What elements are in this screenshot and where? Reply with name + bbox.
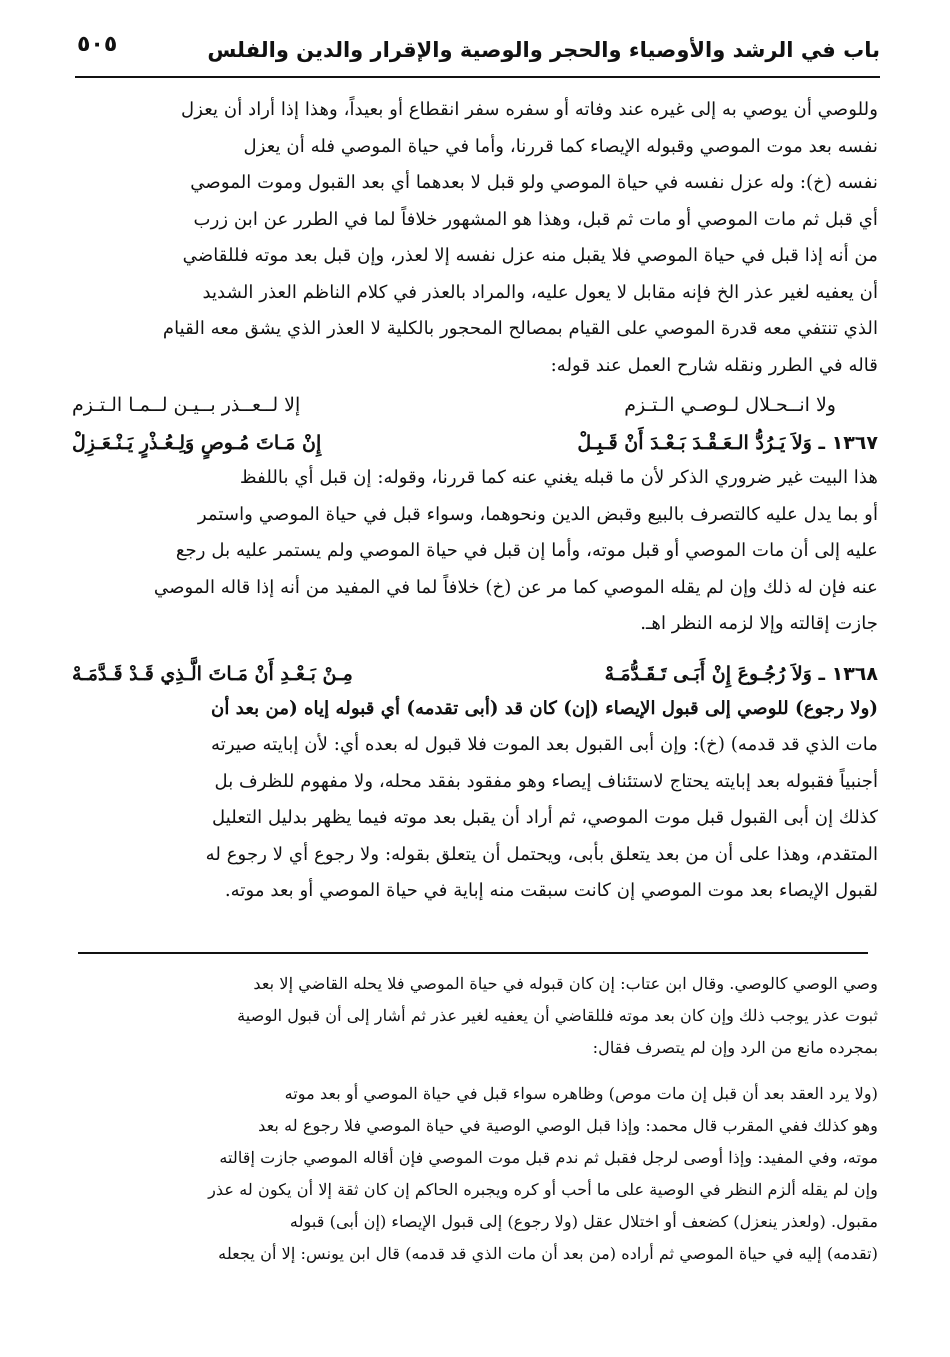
text-line: الذي تنتفي معه قدرة الموصي على القيام بمصالح المحجور بالكلية لا العذر الذي يشق معه القيام	[162, 318, 878, 339]
text-line: عنه فإن له ذلك وإن لم يقله الموصي كما مر عن (خ) خلافاً لما في المفيد من أنه إذا قاله الموصي	[153, 576, 878, 598]
footnote-line: بمجرده مانع من الرد وإن لم يتصرف فقال:	[592, 1038, 878, 1057]
page-header	[75, 28, 880, 78]
text-line: جازت إقالته وإلا لزمه النظر اهـ.	[640, 613, 878, 634]
footnote-line: موته، وفي المفيد: وإذا أوصى لرجل فقبل ثم ندم قبل موت الموصي فإن أقاله الموصي جازت إقالته	[219, 1148, 878, 1167]
text-line: وللوصي أن يوصي به إلى غيره عند وفاته أو سفره سفر انقطاع أو بعيداً، وهذا إذا أراد أن يعزل	[181, 99, 878, 120]
text-line: مات الذي قد قدمه) (خ): وإن أبى القبول بعد الموت فلا قبول له بعده أي: لأن إبايته صيرته	[211, 734, 878, 755]
quoted-verse	[72, 388, 878, 422]
footnote-line: مقبول. (ولعذر ينعزل) كضعف أو اختلال عقل (ولا رجوع) إلى قبول الإيصاء (إن أبى) قبوله	[289, 1212, 878, 1231]
footnote-line: وهو كذلك ففي المقرب قال محمد: وإذا قبل الوصي الوصية في حياة الموصي فلا رجوع له بعد	[258, 1116, 878, 1135]
footnote-line: وصي الوصي كالوصي. وقال ابن عتاب: إن كان قبوله في حياة الموصي فلا يحله القاضي إلا بعد	[253, 974, 878, 993]
footnote-line: وإن لم يقله ألزم النظر في الوصية على ما أحب أو كره ويجبره الحاكم إن كان ثقة إلا أن يكون له عذر	[208, 1180, 878, 1199]
footnote-line: ثبوت عذر يوجب ذلك وإن كان بعد موته فللقاضي أن يعفيه لغير عذر ثم أشار إلى أن قبول الوصية	[237, 1006, 878, 1025]
text-line: أو بما يدل عليه كالتصرف بالبيع وقبض الدين ونحوهما، وسواء قبل في حياة الموصي واستمر	[197, 503, 878, 525]
hemistich-second: إِنْ مَـاتَ مُـوصٍ وَلِـعُـذْرٍ يَـنْـعَـزِلْ	[72, 432, 322, 454]
footnotes	[72, 968, 878, 1270]
text-line: عليه إلى أن مات الموصي أو قبل موته، وأما إن قبل في حياة الموصي ولم يستمر عليه بل رجع	[175, 540, 878, 561]
text-line: أي قبل ثم مات الموصي أو مات ثم قبل، وهذا هو المشهور خلافاً لما في الطرر عن ابن زرب	[193, 208, 878, 230]
verse-number: ١٣٦٧ ـ	[818, 432, 878, 454]
text-line: نفسه (خ): وله عزل نفسه في حياة الموصي ولو قبل لا بعدهما أي بعد القبول وموت الموصي	[190, 172, 878, 193]
hemistich-first: وَلاَ يَـرُدُّ الـعَـقْـدَ بَـعْـدَ أَنْ قَـبِـلْ	[577, 432, 812, 454]
verse-1368	[72, 657, 878, 691]
text-line: كذلك إن أبى القبول قبل موت الموصي، ثم أراد أن يقبل بعد موته فيما يظهر بدليل التعليل	[212, 807, 878, 828]
running-title: باب في الرشد والأوصياء والحجر والوصية والإقرار والدين والفلس	[207, 38, 880, 62]
text-line: هذا البيت غير ضروري الذكر لأن ما قبله يغني عنه كما قررنا، وقوله: إن قبل أي باللفظ	[239, 467, 878, 488]
text-line: من أنه إذا قبل في حياة الموصي فلا يقبل منه عزل نفسه إلا لعذر، وإن قبل بعد موته فللقاضي	[182, 245, 878, 266]
hemistich-first: وَلاَ رُجُـوعَ إِنْ أَبَـى تَـقَـدُّمَـهْ	[604, 662, 812, 685]
text-line: نفسه بعد موت الموصي وقبوله الإيصاء كما قررنا، وأما في حياة الموصي فله أن يعزل	[243, 135, 878, 157]
text-line: أجنبياً فقبوله بعد إبايته يحتاج لاستئناف إيصاء وهو مفقود بفقد محله، ولا مفهوم للظرف بل	[214, 770, 878, 792]
text-line: المتقدم، وهذا على أن من بعد يتعلق بأبى، ويحتمل أن يتعلق بقوله: ولا رجوع أي لا رجوع له	[205, 843, 878, 865]
verse-number: ١٣٦٨ ـ	[818, 662, 878, 685]
hemistich-first: ولا انــحـلال لـوصـي الـتـزم	[624, 394, 836, 416]
verse-1367	[72, 426, 878, 460]
text-line: لقبول الإيصاء بعد موت الموصي إن كانت سبقت منه إباية في حياة الموصي أو بعد موته.	[224, 880, 878, 901]
text-line: (ولا رجوع) للوصي إلى قبول الإيصاء (إن) كان قد (أبى تقدمه) أي قبوله إياه (من بعد أن	[211, 697, 878, 719]
footnote-separator	[78, 952, 868, 954]
text-line: قاله في الطرر ونقله شارح العمل عند قوله:	[550, 354, 878, 376]
text-line: أن يعفيه لغير عذر الخ فإنه مقابل لا يعول عليه، والمراد بالعذر في كلام الناظم العذر الشديد	[202, 281, 878, 303]
main-text	[72, 92, 878, 910]
hemistich-second: إلا لــعــذر بــيـن لــمـا الـتـزم	[72, 394, 301, 416]
page-number: ٥٠٥	[77, 32, 118, 57]
footnote-line: (ولا يرد العقد بعد أن قبل إن مات موص) وظاهره سواء قبل في حياة الموصي أو بعد موته	[284, 1084, 878, 1103]
footnote-line: (تقدمه) إليه في حياة الموصي ثم أراده (من بعد أن مات الذي قد قدمه) قال ابن يونس: إلا أن يجعله	[218, 1244, 878, 1263]
hemistich-second: مِـنْ بَـعْـدِ أَنْ مَـاتَ الَّـذِي قَـدْ قَـدَّمَـهْ	[72, 662, 353, 685]
